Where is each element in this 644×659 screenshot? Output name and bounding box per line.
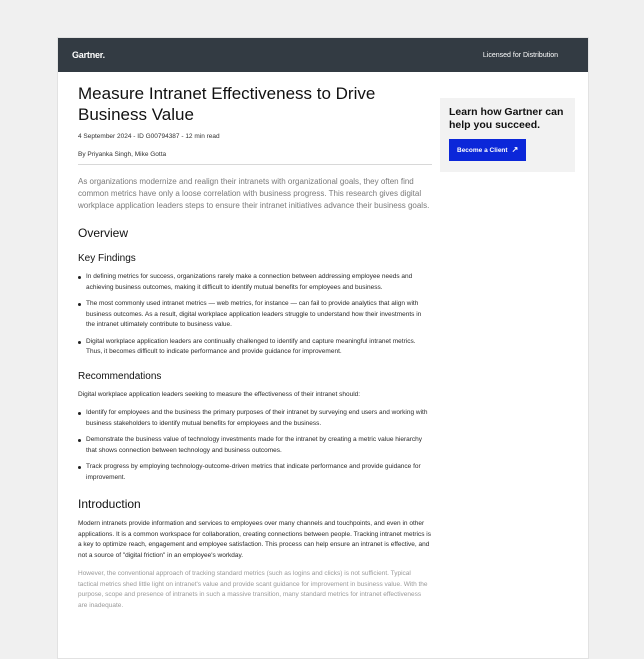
article-authors: By Priyanka Singh, Mike Gotta: [78, 151, 167, 158]
overview-heading: Overview: [78, 226, 129, 240]
become-client-label: Become a Client: [457, 146, 508, 154]
cta-title: Learn how Gartner can help you succeed.: [449, 106, 564, 131]
divider: [78, 164, 432, 165]
list-item: Identify for employees and the business the primary purposes of their intranet by surveying end users and working with business stakeholders to identify mutual benefits for employees and the business.: [78, 408, 432, 429]
introduction-paragraph-faded: However, the conventional approach of tracking standard metrics (such as logins and clicks) is not sufficient. Typical tactical metrics shed little light on intranet's value and provide scant guidance for improvement in business value. With the purpose, scope and presence of intranets in such a massive transition, many standard metrics for intranet effectiveness are inadequate.: [78, 570, 428, 609]
list-item: Digital workplace application leaders are continually challenged to identify and capture meaningful intranet metrics. Thus, it becomes difficult to indicate performance and provide guidance for improvement.: [78, 337, 432, 358]
recommendations-intro: Digital workplace application leaders seeking to measure the effectiveness of their intranet should:: [78, 390, 361, 398]
key-findings-heading: Key Findings: [78, 253, 136, 264]
cta-box: [440, 98, 575, 172]
bottom-fade: [58, 618, 588, 658]
list-item: Track progress by employing technology-outcome-driven metrics that indicate performance and provide guidance for improvement.: [78, 462, 432, 483]
article-body: [78, 72, 432, 611]
key-findings-list: [78, 272, 432, 358]
list-item: The most commonly used intranet metrics — web metrics, for instance — can fail to provide analytics that align with business outcomes. As a result, digital workplace application leaders struggle to understand how their investments in the intranet ultimately contribute to business value.: [78, 299, 432, 331]
document-page: [57, 37, 589, 659]
introduction-heading: Introduction: [78, 497, 141, 511]
introduction-paragraph: Modern intranets provide information and services to employees over many channels and touchpoints, and even in other applications. It is a common workspace for collaboration, creating connections between people. Tracking intranet metrics is a key to optimize reach, engagement and employee satisfaction. This process can help ensure an intranet is effective, and not a source of "digital friction" in an employee's workday.: [78, 520, 431, 559]
article-meta: 4 September 2024 - ID G00794387 - 12 min read: [78, 133, 220, 140]
recommendations-heading: Recommendations: [78, 370, 162, 382]
gartner-logo[interactable]: Gartner.: [72, 50, 105, 60]
external-arrow-icon: ↗: [511, 145, 519, 154]
article-abstract: As organizations modernize and realign their intranets with organizational goals, they often find common metrics have only a loose correlation with business progress. This research gives digital workplace application leaders steps to ensure their intranet initiatives advance their business goals.: [78, 177, 430, 210]
recommendations-list: [78, 408, 432, 483]
list-item: Demonstrate the business value of technology investments made for the intranet by creating a metric value hierarchy that shows connection between technology and business outcomes.: [78, 435, 432, 456]
list-item: In defining metrics for success, organizations rarely make a connection between addressing employee needs and achieving business outcomes, making it difficult to identify mutual benefits for employees and business.: [78, 272, 432, 293]
page-title: Measure Intranet Effectiveness to Drive Business Value: [78, 84, 376, 124]
license-label: Licensed for Distribution: [482, 51, 558, 59]
top-bar: [58, 38, 588, 72]
become-client-button[interactable]: [449, 139, 526, 161]
